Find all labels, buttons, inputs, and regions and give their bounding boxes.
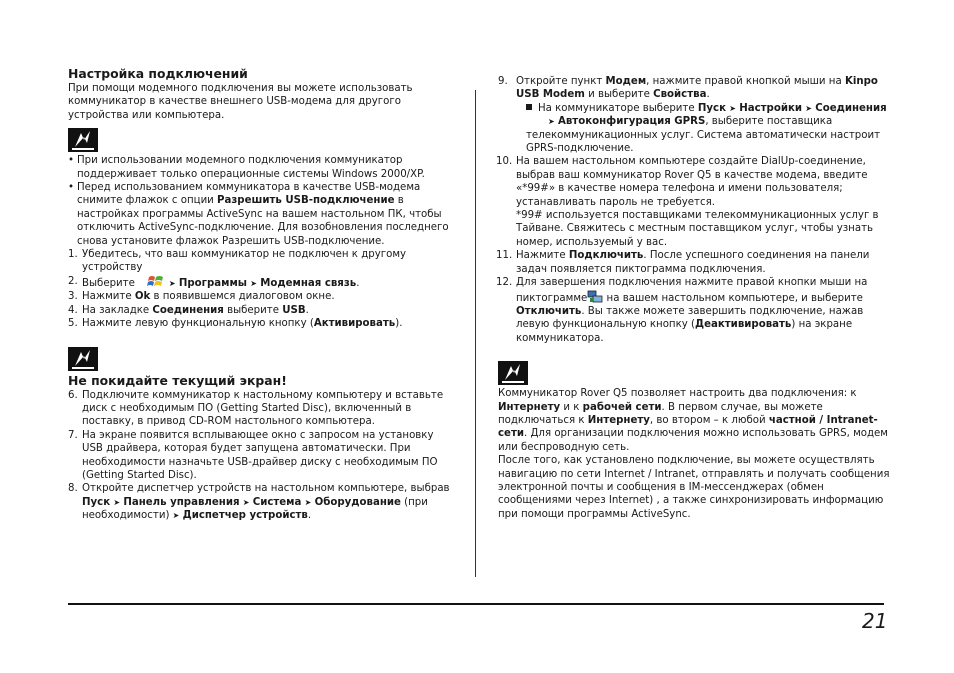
note-paragraph-2: После того, как установлено подключение, вы можете осуществлять навигацию по сети Internet / Intranet, отправлять и получать сообщения электронной почты и сообщения в IM-мессенджерах (обмен сообщениями через Internet) , а также синхронизировать информацию при помощи программы ActiveSync.	[498, 455, 890, 520]
intro-paragraph: При помощи модемного подключения вы можете использовать коммуникатор в качестве внешнего USB-модема для другого устройства или компьютера.	[68, 83, 413, 121]
arrow-icon: ➤	[168, 278, 176, 288]
list-item: 4. На закладке Соединения выберите USB.	[68, 304, 309, 316]
steps-list-2	[68, 389, 453, 523]
list-item: 12. Для завершения подключения нажмите правой кнопки мыши на пиктограмме на вашем настольном компьютере, и выберите Отключить. Вы также можете завершить подключение, нажав левую функциональную кнопку (Деактивировать) на экране коммуникатора.	[496, 277, 868, 344]
column-divider	[475, 90, 476, 577]
steps-list-3	[498, 75, 890, 345]
list-item: 3. Нажмите Ok в появившемся диалоговом окне.	[68, 291, 335, 303]
note-icon	[68, 128, 98, 152]
steps-list	[68, 248, 453, 330]
connection-tray-icon	[587, 290, 603, 304]
list-item: 8. Откройте диспетчер устройств на настольном компьютере, выбрав Пуск ➤ Панель управления ➤ Система ➤ Оборудование (при необходимости) ➤ Диспетчер устройств.	[68, 483, 450, 522]
page-number: 21	[862, 609, 888, 633]
square-bullet-icon	[526, 104, 532, 110]
note-icon	[498, 361, 528, 385]
section-heading-stay: Не покидайте текущий экран!	[68, 372, 287, 388]
left-column	[68, 66, 453, 523]
list-item: • Перед использованием коммуникатора в качестве USB-модема снимите флажок с опции Разрешить USB-подключение в настройках программы ActiveSync на вашем настольном ПК, чтобы отключить ActiveSync-подключение. Для возобновления последнего снова установите флажок Разрешить USB-подключение.	[68, 181, 453, 248]
note-bullets	[68, 154, 453, 248]
list-item: 11. Нажмите Подключить. После успешного соединения на панели задач появляется пиктограмма подключения.	[496, 250, 870, 275]
footer-rule	[68, 603, 884, 605]
right-column	[498, 75, 890, 521]
note-paragraph: Коммуникатор Rover Q5 позволяет настроить два подключения: к Интернету и к рабочей сети. В первом случае, вы можете подключаться к Интернету, во втором – к любой частной / Intranet-сети. Для организации подключения можно использовать GPRS, модем или беспроводную сеть.	[498, 388, 888, 453]
warning-icon	[68, 347, 98, 371]
list-item: 1. Убедитесь, что ваш коммуникатор не подключен к другому устройству	[68, 249, 407, 274]
arrow-icon: ➤	[250, 278, 257, 288]
list-item: 2. Выберите ➤ Программы ➤ Модемная связь.	[68, 275, 360, 289]
sub-step: На коммуникаторе выберите Пуск ➤ Настройки ➤ Соединения ➤ Автоконфигурация GPRS, выберите поставщика телекоммуникационных услуг. Система автоматически настроит GPRS-подключение.	[526, 102, 887, 155]
list-item: • При использовании модемного подключения коммуникатор поддерживает только операционные системы Windows 2000/XP.	[68, 154, 453, 181]
list-item: 5. Нажмите левую функциональную кнопку (Активировать).	[68, 318, 403, 330]
list-item: 6. Подключите коммуникатор к настольному компьютеру и вставьте диск с необходимым ПО (Getting Started Disc), включенный в поставку, в привод CD-ROM настольного компьютера.	[68, 389, 444, 428]
section-heading-connections: Настройка подключений	[68, 66, 248, 81]
list-item: 7. На экране появится всплывающее окно с запросом на установку USB драйвера, которая будет запущена автоматически. При необходимости назначьте USB-драйвер диску с необходимым ПО (Getting Started Disc).	[68, 429, 438, 481]
list-item: 9. Откройте пункт Модем, нажмите правой кнопкой мыши на Kinpo USB Modem и выберите Свойства. На коммуникаторе выберите Пуск ➤ Настройки ➤ Соединения ➤ Автоконфигурация GPRS, выберите поставщика телекоммуникационных услуг. Система автоматически настроит GPRS-подключение.	[498, 75, 890, 155]
list-item: 10. На вашем настольном компьютере создайте DialUp-соединение, выбрав ваш коммуникатор Rover Q5 в качестве модема, введите «*99#» в качестве номера телефона и имени пользователя; устанавливать пароль не требуется. *99# используется поставщиками телекоммуникационных услуг в Тайване. Свяжитесь с местным поставщиком услуг, чтобы узнать номер, используемый у вас.	[496, 156, 879, 248]
windows-start-icon	[147, 275, 165, 289]
